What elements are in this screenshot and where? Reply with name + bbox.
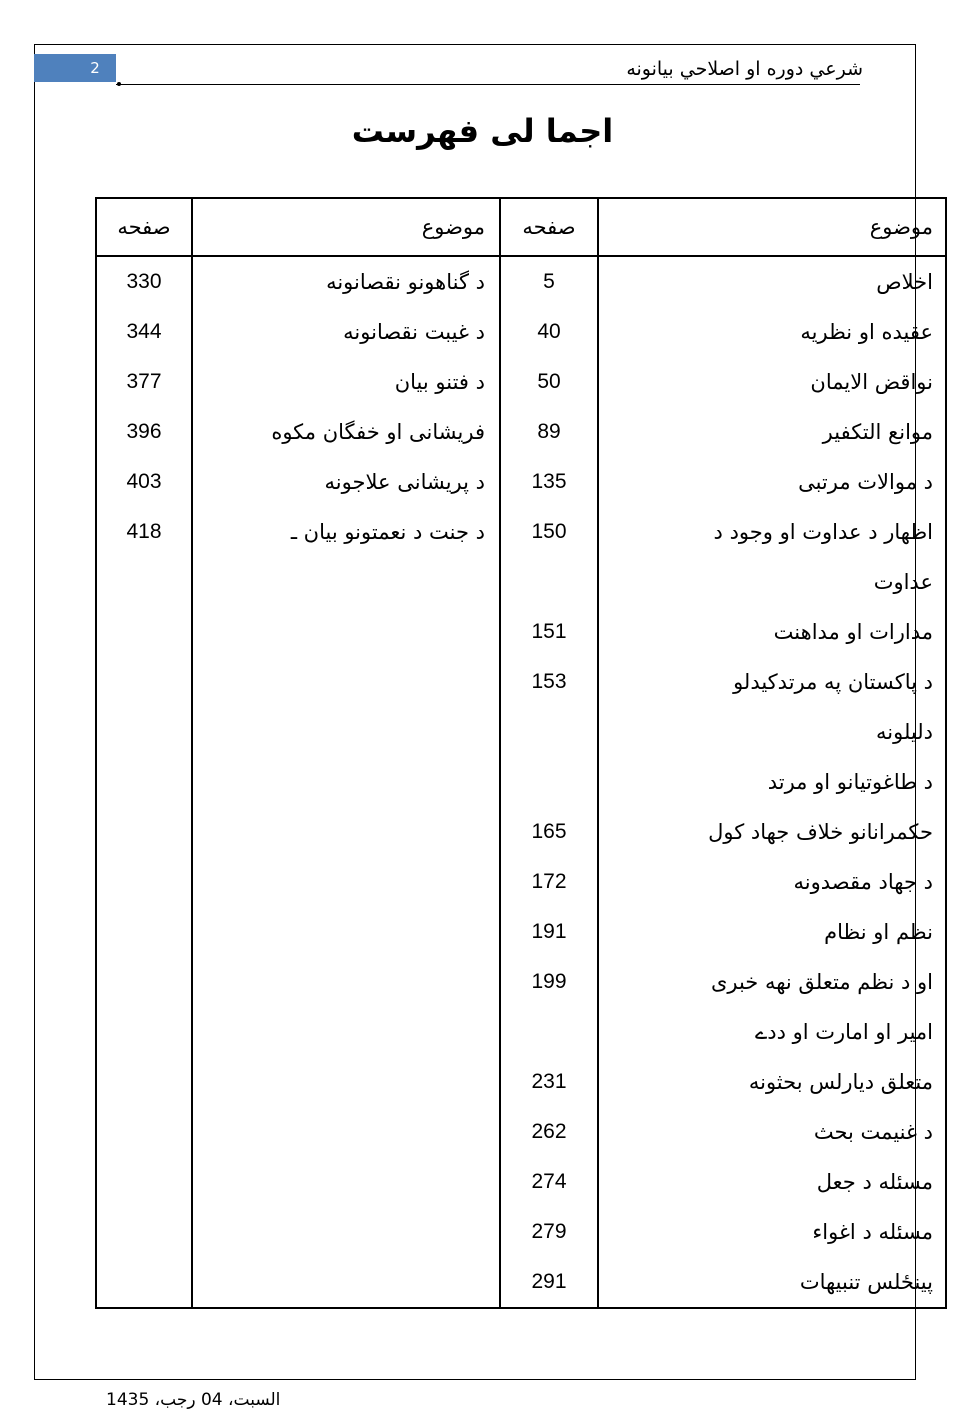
toc-page: 5 (500, 256, 598, 307)
toc-topic: مدارات او مداهنت (598, 607, 946, 657)
toc-topic: عقيده او نظريه (598, 307, 946, 357)
footer-date: السبت، 04 رجب، 1435 (106, 1390, 281, 1410)
table-row (96, 357, 946, 407)
toc-page: 330 (96, 256, 192, 307)
toc-header (96, 198, 946, 256)
table-row (96, 1107, 946, 1157)
toc-topic (192, 857, 500, 907)
toc-topic: دليلونه (598, 707, 946, 757)
toc-page: 165 (500, 807, 598, 857)
toc-topic: حکمرانانو خلاف جهاد کول (598, 807, 946, 857)
toc-topic (192, 1257, 500, 1307)
toc-table (95, 197, 947, 1309)
table-row (96, 1007, 946, 1057)
table-row (96, 307, 946, 357)
toc-topic: د فتنو بيان (192, 357, 500, 407)
toc-page: 418 (96, 507, 192, 557)
toc-page (500, 757, 598, 807)
toc-page (96, 1207, 192, 1257)
toc-page: 89 (500, 407, 598, 457)
table-row (96, 907, 946, 957)
table-row (96, 807, 946, 857)
toc-page: 153 (500, 657, 598, 707)
toc-topic (192, 757, 500, 807)
header-rule (116, 84, 860, 85)
toc-topic: امير او امارت او ددے (598, 1007, 946, 1057)
toc-topic (192, 707, 500, 757)
header-topic-left: موضوع (192, 198, 500, 256)
table-row (96, 857, 946, 907)
header-topic-right: موضوع (598, 198, 946, 256)
toc-page: 172 (500, 857, 598, 907)
toc-page: 279 (500, 1207, 598, 1257)
toc-page: 396 (96, 407, 192, 457)
toc-page: 274 (500, 1157, 598, 1207)
toc-page: 135 (500, 457, 598, 507)
toc-topic: اظهار د عداوت او وجود د (598, 507, 946, 557)
toc-topic: د غنيمت بحث (598, 1107, 946, 1157)
table-filler-cell (192, 1307, 500, 1308)
table-row (96, 707, 946, 757)
toc-topic: عداوت (598, 557, 946, 607)
table-row (96, 657, 946, 707)
running-header-title: شرعي دوره او اصلاحي بيانونه (626, 58, 863, 80)
toc-topic: مسئله د جعل (598, 1157, 946, 1207)
toc-topic (192, 1057, 500, 1107)
toc-topic: د پريشانی علاجونه (192, 457, 500, 507)
toc-topic: او د نظم متعلق نهه خبری (598, 957, 946, 1007)
toc-topic: مسئله د اغواء (598, 1207, 946, 1257)
toc-page: 199 (500, 957, 598, 1007)
table-row (96, 1257, 946, 1307)
toc-page: 40 (500, 307, 598, 357)
table-row (96, 957, 946, 1007)
toc-page: 231 (500, 1057, 598, 1107)
toc-page: 291 (500, 1257, 598, 1307)
toc-page (96, 657, 192, 707)
toc-page (500, 707, 598, 757)
table-row (96, 507, 946, 557)
toc-topic: اخلاص (598, 256, 946, 307)
table-row (96, 1057, 946, 1107)
toc-page: 344 (96, 307, 192, 357)
table-row (96, 557, 946, 607)
toc-page: 50 (500, 357, 598, 407)
toc-page (96, 757, 192, 807)
toc-topic: د گناهونو نقصانونه (192, 256, 500, 307)
page-number: 2 (90, 59, 100, 77)
toc-topic: د طاغوتيانو او مرتد (598, 757, 946, 807)
toc-page: 150 (500, 507, 598, 557)
toc-topic (192, 1107, 500, 1157)
toc-topic (192, 557, 500, 607)
toc-body (96, 256, 946, 1308)
table-row (96, 407, 946, 457)
table-filler-cell (598, 1307, 946, 1308)
toc-topic: نظم او نظام (598, 907, 946, 957)
page-title: اجما لی فهرست (351, 112, 614, 150)
toc-topic (192, 957, 500, 1007)
toc-topic: موانع التکفير (598, 407, 946, 457)
toc-page (96, 557, 192, 607)
toc-page (96, 857, 192, 907)
table-row (96, 1207, 946, 1257)
table-row (96, 1157, 946, 1207)
toc-topic: د پاکستان په مرتدکيدلو (598, 657, 946, 707)
toc-page (96, 1257, 192, 1307)
toc-topic: د جنت د نعمتونو بيان ـ (192, 507, 500, 557)
toc-page: 403 (96, 457, 192, 507)
toc-page (96, 1157, 192, 1207)
toc-page (500, 1007, 598, 1057)
toc-topic (192, 1157, 500, 1207)
toc-page (500, 557, 598, 607)
toc-page (96, 1107, 192, 1157)
toc-page: 262 (500, 1107, 598, 1157)
toc-topic: پينځلس تنبيهات (598, 1257, 946, 1307)
toc-page (96, 1007, 192, 1057)
header-page-right: صفحه (500, 198, 598, 256)
table-row (96, 757, 946, 807)
toc-topic: د جهاد مقصدونه (598, 857, 946, 907)
table-filler-cell (96, 1307, 192, 1308)
table-filler-cell (500, 1307, 598, 1308)
toc-topic (192, 1007, 500, 1057)
toc-topic: د موالات مرتبی (598, 457, 946, 507)
page-number-badge (34, 54, 116, 82)
table-filler-row (96, 1307, 946, 1308)
toc-page: 377 (96, 357, 192, 407)
table-row (96, 607, 946, 657)
toc-page: 191 (500, 907, 598, 957)
toc-topic (192, 657, 500, 707)
toc-topic (192, 907, 500, 957)
toc-topic: نواقض الايمان (598, 357, 946, 407)
table-row (96, 457, 946, 507)
toc-page (96, 707, 192, 757)
toc-topic (192, 607, 500, 657)
toc-topic (192, 807, 500, 857)
toc-topic (192, 1207, 500, 1257)
toc-topic: فريشانی او خفگان مکوه (192, 407, 500, 457)
toc-page (96, 907, 192, 957)
toc-page (96, 807, 192, 857)
toc-topic: متعلق ديارلس بحثونه (598, 1057, 946, 1107)
header-page-left: صفحه (96, 198, 192, 256)
toc-page (96, 607, 192, 657)
toc-page (96, 1057, 192, 1107)
table-row (96, 256, 946, 307)
toc-page (96, 957, 192, 1007)
toc-topic: د غيبت نقصانونه (192, 307, 500, 357)
toc-page: 151 (500, 607, 598, 657)
